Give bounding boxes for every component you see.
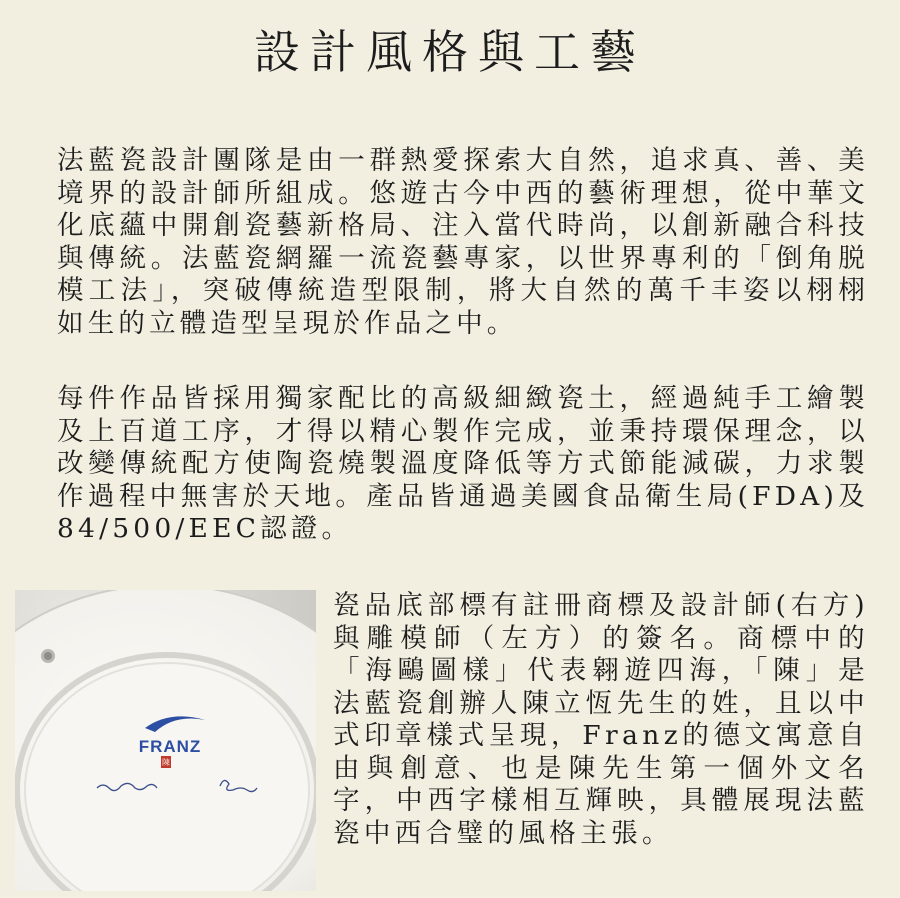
plate-bottom-photo <box>15 590 316 891</box>
paragraph-trademark: 瓷品底部標有註冊商標及設計師(右方)與雕模師（左方）的簽名。商標中的「海鷗圖樣」代表翱遊四海，「陳」是法藍瓷創辦人陳立恆先生的姓，且以中式印章樣式呈現，Franz的德文寓意自由與創意、也是陳先生第一個外文名字，中西字樣相互輝映，具體展現法藍瓷中西合璧的風格主張。 <box>333 590 869 849</box>
brand-mark: FRANZ <box>138 737 202 756</box>
paragraph-design-team: 法藍瓷設計團隊是由一群熱愛探索大自然，追求真、善、美境界的設計師所組成。悠遊古今中西的藝術理想，從中華文化底蘊中開創瓷藝新格局、注入當代時尚，以創新融合科技與傳統。法藍瓷網羅一流瓷藝專家，以世界專利的「倒角脱模工法」，突破傳統造型限制，將大自然的萬千丰姿以栩栩如生的立體造型呈現於作品之中。 <box>57 145 869 339</box>
seal-char: 陳 <box>162 758 170 767</box>
page-title: 設計風格與工藝 <box>254 25 646 79</box>
paragraph-craftsmanship: 每件作品皆採用獨家配比的高級細緻瓷土，經過純手工繪製及上百道工序，才得以精心製作完成，並秉持環保理念，以改變傳統配方使陶瓷燒製溫度降低等方式節能減碳，力求製作過程中無害於天地。產品皆通過美國食品衛生局(FDA)及84/500/EEC認證。 <box>57 383 869 544</box>
